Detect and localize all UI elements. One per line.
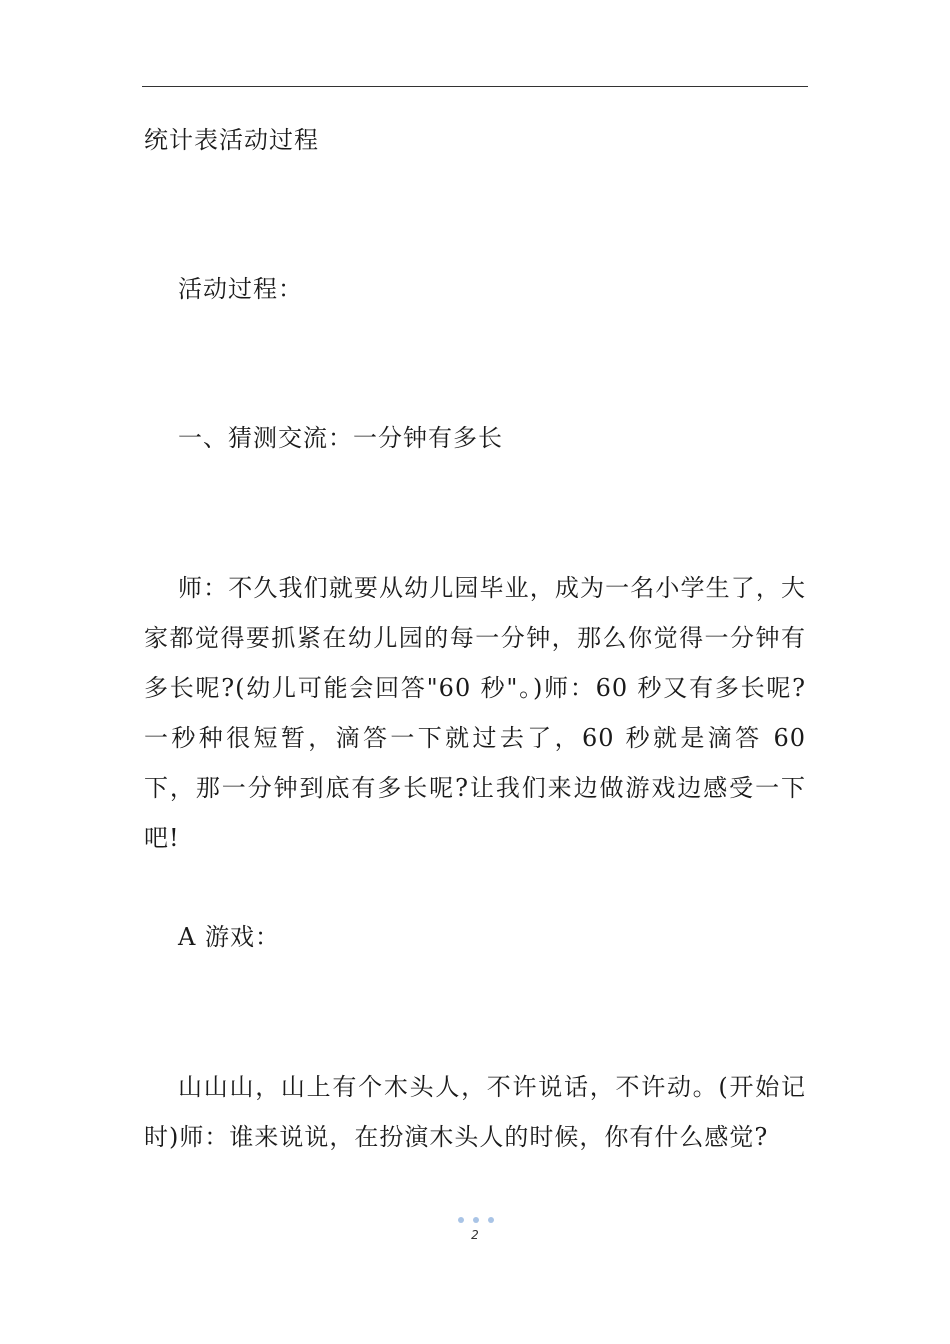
paragraph-section-one-heading: 一、猜测交流：一分钟有多长: [178, 424, 503, 452]
paragraph-wooden-man-game: 山山山，山上有个木头人，不许说话，不许动。(开始记时)师：谁来说说，在扮演木头人的时候，你有什么感觉?: [144, 1073, 806, 1151]
page-dot: [488, 1217, 494, 1223]
page-dots-icon: [458, 1217, 494, 1225]
document-title: 统计表活动过程: [144, 126, 319, 154]
paragraph-activity-process: 活动过程：: [178, 275, 303, 303]
page-dot: [458, 1217, 464, 1223]
paragraph-game-a-heading: A 游戏：: [178, 923, 280, 951]
page-dot: [473, 1217, 479, 1223]
page-number: 2: [471, 1228, 479, 1242]
header-rule: [142, 86, 808, 87]
paragraph-teacher-dialogue: 师：不久我们就要从幼儿园毕业，成为一名小学生了，大家都觉得要抓紧在幼儿园的每一分钟，那么你觉得一分钟有多长呢?(幼儿可能会回答"60 秒"。)师：60 秒又有多长呢?一秒种很短暂，滴答一下就过去了，60 秒就是滴答 60 下，那一分钟到底有多长呢?让我们来边做游戏边感受一下吧!: [144, 574, 806, 852]
